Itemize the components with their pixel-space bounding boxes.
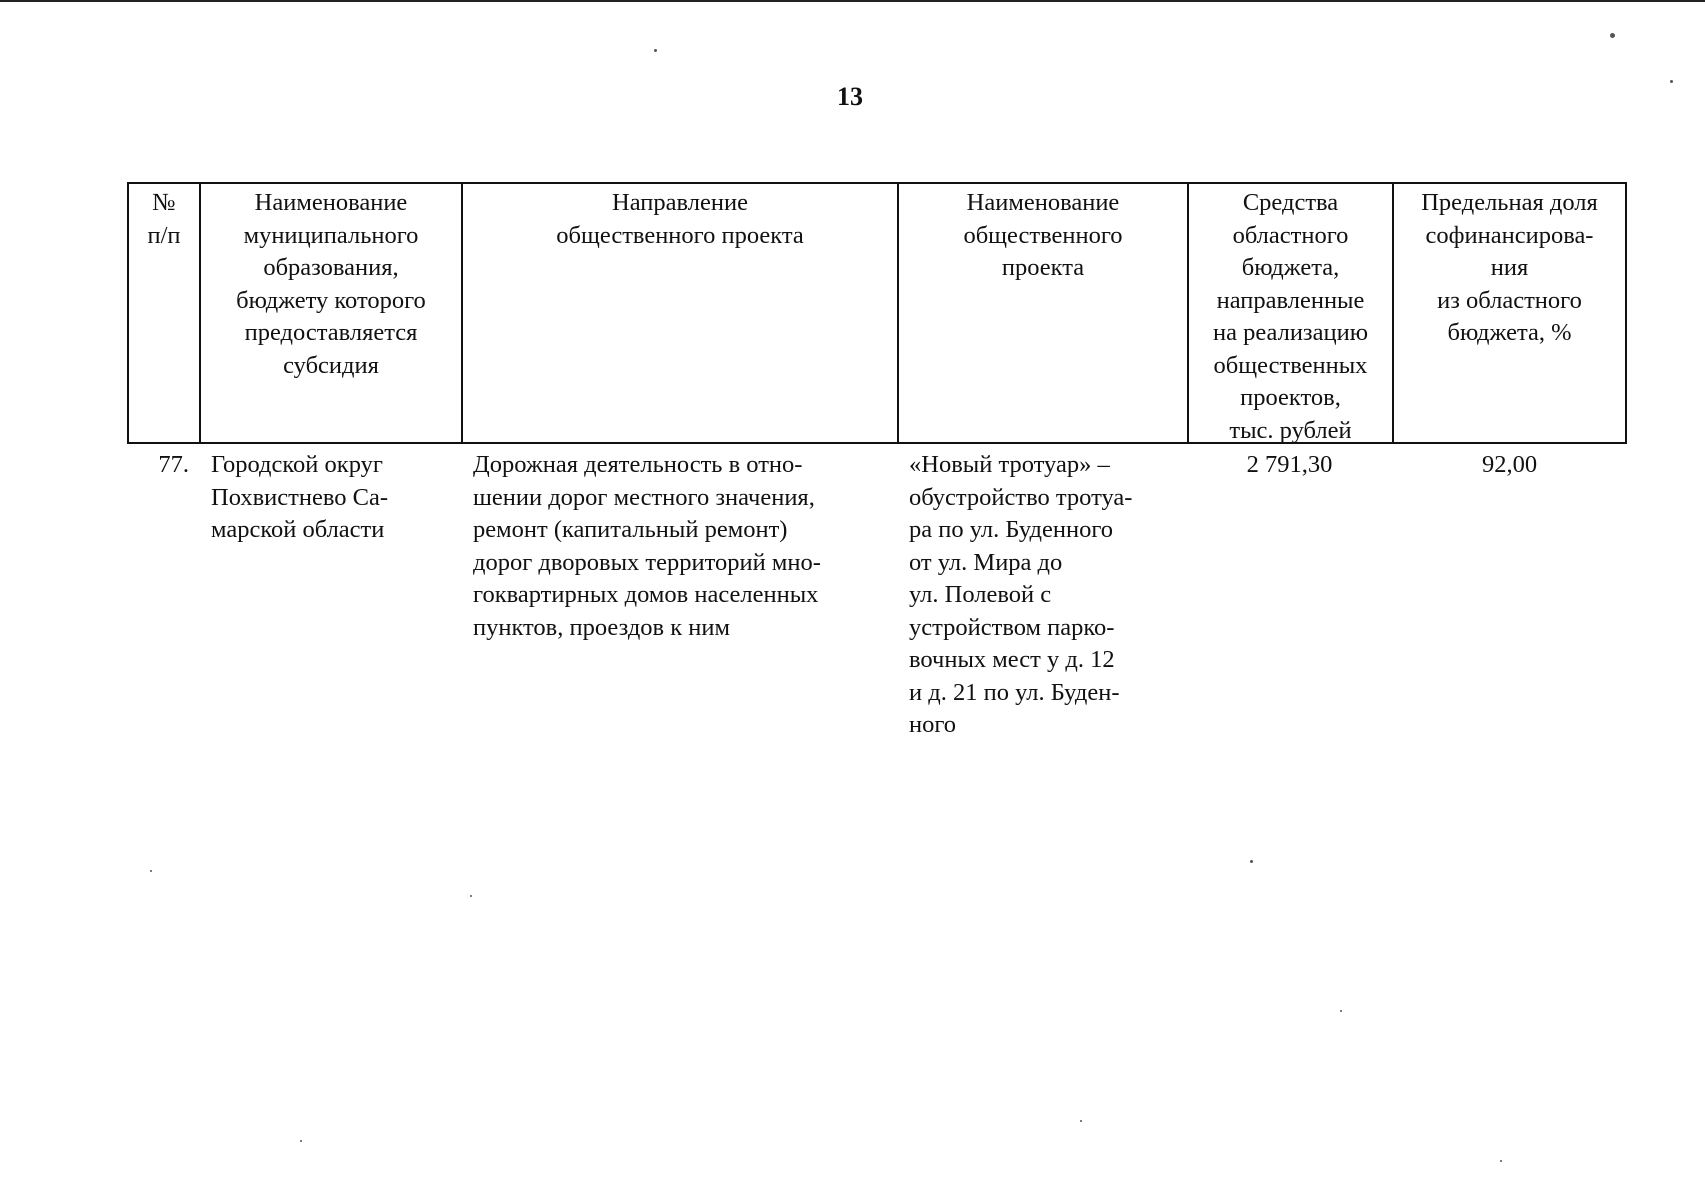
header-cell-budget-funds: Средства областного бюджета, направленные на реализацию общественных проектов, тыс. рублей [1187,182,1392,444]
page-number: 13 [837,82,863,111]
scan-speck [654,49,657,52]
row-budget-funds: 2 791,30 [1246,451,1333,478]
header-cell-max-share: Предельная доля софинансирова- ния из областного бюджета, % [1392,182,1627,444]
row-max-share: 92,00 [1481,451,1538,478]
scan-speck [1670,80,1673,83]
row-municipality: Городской округ Похвистнево Са- марской области [211,451,388,543]
header-cell-municipality: Наименование муниципального образования, бюджету которого предоставляется субсидия [199,182,461,444]
scan-speck [300,1140,302,1142]
scan-speck [1080,1120,1082,1122]
scan-speck [1340,1010,1342,1012]
scan-speck [1610,33,1615,38]
row-direction: Дорожная деятельность в отно- шении дорог местного значения, ремонт (капитальный ремонт) дорог дворовых территорий мно- гоквартирных домов населенных пунктов, проездов к ним [473,451,821,641]
row-number: 77. [158,451,189,478]
header-cell-direction: Направление общественного проекта [461,182,897,444]
scan-speck [1250,860,1253,863]
scan-speck [1500,1160,1502,1162]
top-rule [0,0,1705,2]
header-cell-number: № п/п [127,182,199,444]
row-project-name: «Новый тротуар» – обустройство тротуа- ра по ул. Буденного от ул. Мира до ул. Полевой с устройством парко- вочных мест у д. 12 и д. 21 по ул. Буден- ного [909,451,1133,738]
scan-speck [470,895,472,897]
header-cell-project-name: Наименование общественного проекта [897,182,1187,444]
subsidy-table [127,182,1627,742]
scan-speck [150,870,152,872]
